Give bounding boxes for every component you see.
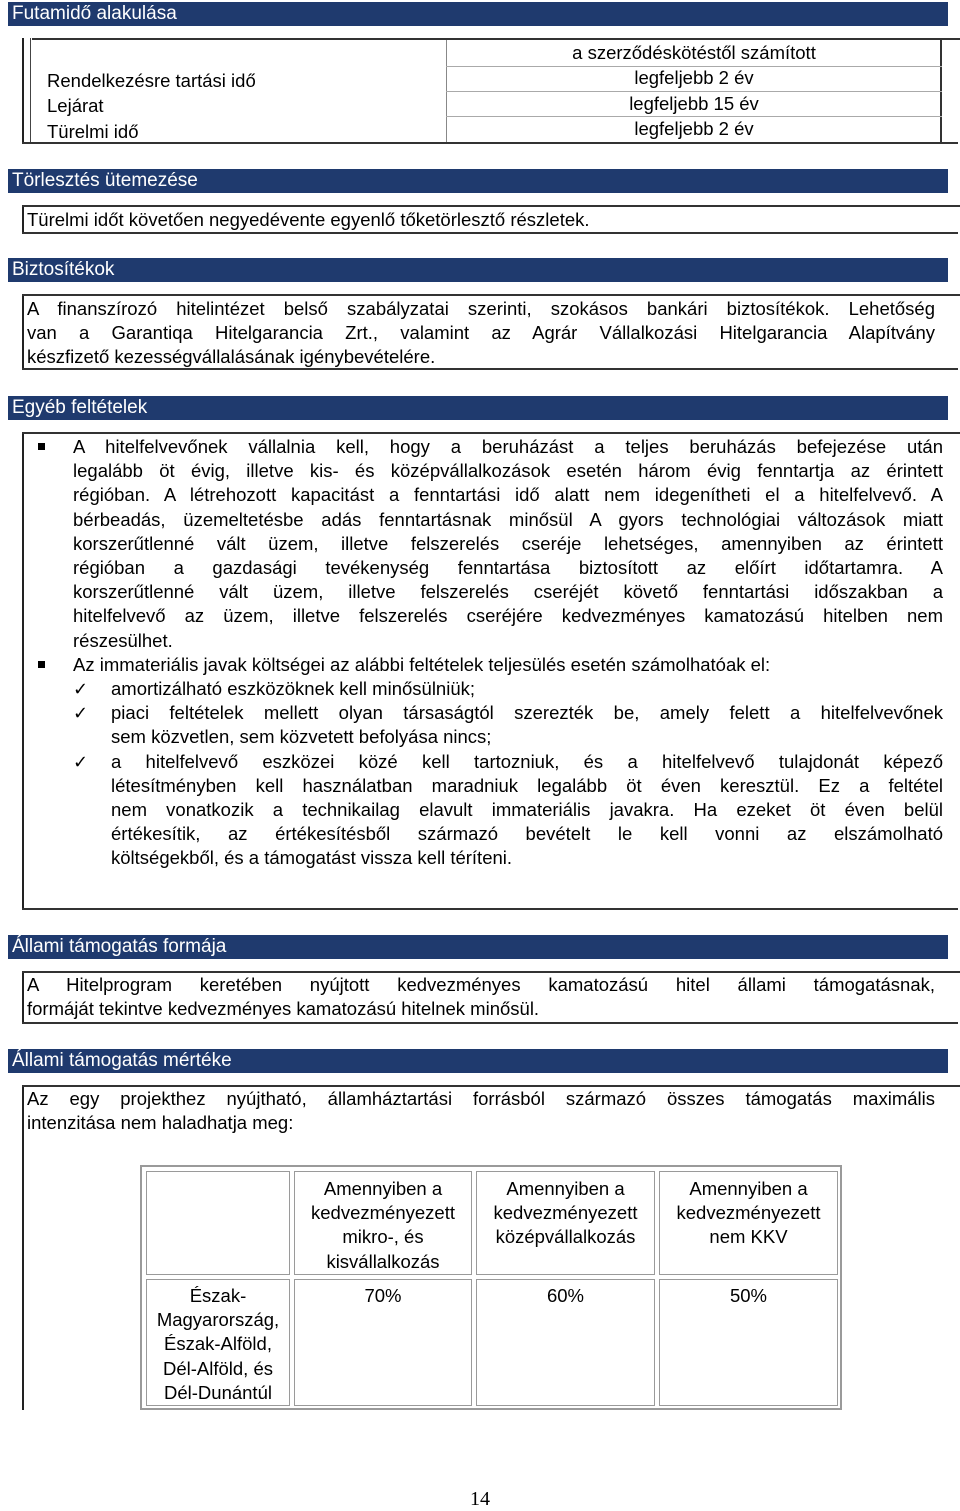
list-item: A hitelfelvevőnek vállalnia kell, hogy a beruházást a teljes beruházás befejezése után legalább öt évig, illetve kis- és középvállalkozások esetén három évig fenntartja az érintett régióban. A létrehozott kapacitást a fenntartási idő alatt nem idegenítheti el a hitelfelvevő. A bérbeadás, üzemeltetésbe adás fenntartásnak minősül A gyors technológiai változások miatt korszerűtlenné vált üzem, illetve felszerelés cseréje lehetséges, amennyiben az érintett régióban a gazdasági tevékenység fenntartása biztosított az előírt időtartamra. A korszerűtlenné vált üzem, illetve felszerelés cseréjét követő fenntartási időszakban a hitelfelvevő az üzem, illetve felszerelés cseréjére kedvezményes kamatozású hitelben nem részesülhet.	[35, 435, 943, 653]
futamido-label: Türelmi idő	[47, 120, 139, 142]
text-line: A finanszírozó hitelintézet belső szabályzatai szerinti, szokásos bankári biztosítékok. Lehetőség	[27, 298, 935, 319]
check-item: ✓ piaci feltételek mellett olyan társaságtól szerezték be, amely felett a hitelfelvevőnek sem közvetlen, sem közvetett befolyása nincs;	[73, 702, 943, 748]
support-intensity-table	[140, 1165, 842, 1410]
table-value-cell: 70%	[294, 1279, 472, 1406]
egyeb-content	[35, 435, 943, 871]
futamido-label: Rendelkezésre tartási idő	[47, 70, 256, 91]
text-line: intenzitása nem haladhatja meg:	[27, 1112, 294, 1134]
checkmark-icon: ✓	[73, 679, 89, 700]
check-item: ✓ amortizálható eszközöknek kell minősülniük;	[73, 677, 943, 701]
futamido-value: legfeljebb 15 év	[629, 92, 759, 114]
section-header-egyeb: Egyéb feltételek	[8, 396, 948, 420]
checkmark-icon: ✓	[73, 703, 89, 724]
futamido-label: Lejárat	[47, 95, 104, 117]
section-header-torlesztes: Törlesztés ütemezése	[8, 169, 948, 193]
square-bullet-icon	[38, 661, 45, 668]
page-number: 14	[470, 1488, 490, 1510]
section-header-biztositekok: Biztosítékok	[8, 258, 948, 282]
section-header-futamido: Futamidő alakulása	[8, 2, 948, 26]
check-item: ✓ a hitelfelvevő eszközei közé kell tartozniuk, és a hitelfelvevő tulajdonát képező létesítményben kell használatban maradniuk legalább öt éven keresztül. Ez a feltétel nem vonatkozik a technikailag elavult immateriális javakra. Ha ezeket öt éven belül értékesítik, az értékesítésből származó bevételt le kell vonni az elszámolható költségekből, és a támogatást vissza kell téríteni.	[73, 750, 943, 869]
torlesztes-text: Türelmi időt követően negyedévente egyenlő tőketörlesztő részletek.	[27, 209, 590, 230]
table-region-cell: Észak- Magyarország, Észak-Alföld, Dél-Alföld, és Dél-Dunántúl	[146, 1279, 290, 1406]
futamido-header-right: a szerződéskötéstől számított	[572, 42, 816, 63]
square-bullet-icon	[38, 443, 45, 450]
futamido-value: legfeljebb 2 év	[634, 67, 754, 89]
text-line: Az egy projekthez nyújtható, államháztartási forrásból származó összes támogatás maximális	[27, 1088, 935, 1109]
table-corner-cell	[146, 1171, 290, 1275]
table-value-cell: 50%	[659, 1279, 838, 1406]
text-line: van a Garantiqa Hitelgarancia Zrt., valamint az Agrár Vállalkozási Hitelgarancia Alapítvány	[27, 322, 935, 344]
forma-text	[27, 973, 935, 1021]
mertek-text	[27, 1087, 935, 1135]
table-header-cell: Amennyiben a kedvezményezett nem KKV	[659, 1171, 838, 1275]
table-header-cell: Amennyiben a kedvezményezett középvállalkozás	[476, 1171, 655, 1275]
table-value-cell: 60%	[476, 1279, 655, 1406]
biztositekok-text	[27, 297, 935, 370]
text-line: formáját tekintve kedvezményes kamatozású hitelnek minősül.	[27, 998, 540, 1020]
list-item: Az immateriális javak költségei az alábbi feltételek teljesülés esetén számolhatóak el:	[35, 653, 943, 677]
futamido-value: legfeljebb 2 év	[634, 117, 754, 139]
text-line: A Hitelprogram keretében nyújtott kedvezményes kamatozású hitel állami támogatásnak,	[27, 974, 935, 995]
section-header-mertek: Állami támogatás mértéke	[8, 1049, 948, 1073]
futamido-table	[32, 40, 942, 142]
checkmark-icon: ✓	[73, 751, 89, 772]
text-line: készfizető kezességvállalásának igénybevételére.	[27, 346, 436, 368]
table-header-cell: Amennyiben a kedvezményezett mikro-, és kisvállalkozás	[294, 1171, 472, 1275]
section-header-forma: Állami támogatás formája	[8, 935, 948, 959]
